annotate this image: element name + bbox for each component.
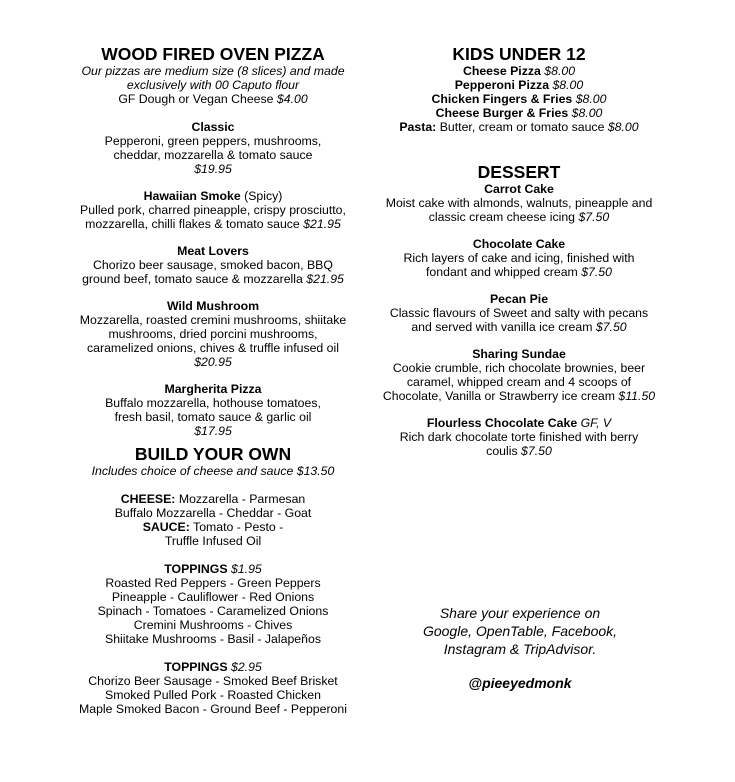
pizza-item-title	[66, 299, 360, 313]
kids-item	[374, 120, 664, 134]
pizza-item-desc-line: cheddar, mozzarella & tomato sauce	[113, 148, 313, 162]
dessert-item-desc-line: Rich dark chocolate torte finished with berry	[399, 430, 639, 444]
dessert-item-price: $7.50	[581, 265, 612, 279]
kids-item-detail: Butter, cream or tomato sauce	[436, 120, 605, 134]
left-column	[66, 44, 360, 716]
dessert-item-price: $7.50	[578, 210, 610, 224]
kids-item-name: Pasta:	[399, 120, 437, 134]
pizza-item-desc-line	[66, 272, 360, 286]
dessert-item-price: $11.50	[618, 389, 656, 403]
toppings-group-2	[66, 660, 360, 716]
kids-item-price: $8.00	[604, 120, 639, 134]
pizza-item-name-note: (Spicy)	[240, 189, 283, 203]
dessert-item-name: Pecan Pie	[489, 292, 549, 306]
toppings-line: Pineapple - Cauliflower - Red Onions	[111, 590, 315, 604]
dessert-item-title	[374, 347, 664, 361]
pizza-item-desc-text: ground beef, tomato sauce & mozzarella	[82, 272, 307, 286]
dessert-item-desc-text: Chocolate, Vanilla or Strawberry ice cream	[382, 389, 619, 403]
dessert-section	[374, 162, 664, 458]
pizza-section-title: WOOD FIRED OVEN PIZZA	[101, 44, 325, 64]
pizza-item-name: Classic	[191, 120, 235, 134]
toppings-heading	[66, 660, 360, 674]
toppings-line: Cremini Mushrooms - Chives	[133, 618, 293, 632]
dessert-item-title	[374, 182, 664, 196]
dessert-item-flourless-chocolate-cake	[374, 416, 664, 458]
pizza-item-price: $19.95	[194, 162, 232, 176]
pizza-item-desc-line: Buffalo mozzarella, hothouse tomatoes,	[105, 396, 321, 410]
kids-item-name: Chicken Fingers & Fries	[431, 92, 573, 106]
dessert-item-name: Carrot Cake	[484, 182, 554, 196]
kids-item-name: Cheese Pizza	[462, 64, 541, 78]
pizza-item-title	[66, 244, 360, 258]
pizza-item-desc-line: caramelized onions, chives & truffle infused oil	[87, 341, 339, 355]
dessert-item-name: Flourless Chocolate Cake	[426, 416, 578, 430]
pizza-item-desc-line	[66, 217, 360, 231]
pizza-item-wild-mushroom	[66, 299, 360, 369]
toppings-line: Chorizo Beer Sausage - Smoked Beef Brisket	[88, 674, 338, 688]
kids-section-title: KIDS UNDER 12	[452, 44, 586, 64]
dessert-item-chocolate-cake	[374, 237, 664, 279]
dessert-item-pecan-pie	[374, 292, 664, 334]
dessert-item-name: Sharing Sundae	[472, 347, 566, 361]
dessert-item-desc-line: Moist cake with almonds, walnuts, pineapple and	[385, 196, 653, 210]
pizza-item-desc-line: Chorizo beer sausage, smoked bacon, BBQ	[93, 258, 333, 272]
sauce-options-line-2: Truffle Infused Oil	[164, 534, 262, 548]
pizza-item-name: Margherita Pizza	[164, 382, 262, 396]
pizza-section	[66, 44, 360, 438]
dessert-item-carrot-cake	[374, 182, 664, 224]
pizza-item-price: $21.95	[306, 272, 344, 286]
toppings-line: Maple Smoked Bacon - Ground Beef - Pepperoni	[79, 702, 347, 716]
dessert-item-desc-text: and served with vanilla ice cream	[411, 320, 596, 334]
kids-item	[374, 78, 664, 92]
pizza-item-price: $20.95	[194, 355, 232, 369]
pizza-item-name: Wild Mushroom	[166, 299, 260, 313]
share-line: Instagram & TripAdvisor.	[443, 641, 597, 657]
pizza-item-name: Hawaiian Smoke	[143, 189, 241, 203]
dessert-item-price: $7.50	[595, 320, 627, 334]
share-experience-block	[384, 604, 656, 658]
kids-item-name: Cheese Burger & Fries	[435, 106, 569, 120]
cheese-label: CHEESE:	[120, 492, 176, 506]
toppings-line: Roasted Red Peppers - Green Peppers	[105, 576, 321, 590]
pizza-item-margherita	[66, 382, 360, 438]
share-line: Share your experience on	[439, 605, 601, 621]
dessert-item-desc-line: Rich layers of cake and icing, finished with	[403, 251, 635, 265]
cheese-options-line-2: Buffalo Mozzarella - Cheddar - Goat	[114, 506, 312, 520]
toppings-line: Smoked Pulled Pork - Roasted Chicken	[105, 688, 321, 702]
dessert-item-desc-line	[374, 210, 664, 224]
gf-option-label: GF Dough or Vegan Cheese	[118, 92, 277, 106]
gf-option-line	[66, 92, 360, 106]
dessert-item-desc-line: Cookie crumble, rich chocolate brownies, beer	[392, 361, 646, 375]
dessert-item-dietary-tags: GF, V	[577, 416, 612, 430]
dessert-item-desc-text: fondant and whipped cream	[426, 265, 582, 279]
pizza-item-price: $21.95	[303, 217, 341, 231]
toppings-heading	[66, 562, 360, 576]
share-line: Google, OpenTable, Facebook,	[422, 623, 618, 639]
dessert-item-name: Chocolate Cake	[472, 237, 566, 251]
gf-option-price: $4.00	[276, 92, 308, 106]
dessert-item-desc-line	[374, 444, 664, 458]
pizza-item-desc-line: Pulled pork, charred pineapple, crispy prosciutto,	[80, 203, 346, 217]
pizza-item-name: Meat Lovers	[177, 244, 249, 258]
build-your-own-section	[66, 444, 360, 716]
pizza-intro-line-1: Our pizzas are medium size (8 slices) and made	[81, 64, 345, 78]
kids-item-price: $8.00	[568, 106, 603, 120]
dessert-section-title: DESSERT	[477, 162, 561, 182]
kids-item	[374, 106, 664, 120]
dessert-item-desc-text: coulis	[486, 444, 522, 458]
dessert-item-desc-line: caramel, whipped cream and 4 scoops of	[406, 375, 632, 389]
pizza-intro-line-2: exclusively with 00 Caputo flour	[126, 78, 300, 92]
kids-item-price: $8.00	[540, 64, 576, 78]
dessert-item-desc-line	[374, 320, 664, 334]
dessert-item-title	[374, 237, 664, 251]
cheese-line	[66, 492, 360, 506]
pizza-item-price: $17.95	[194, 424, 232, 438]
kids-item-name: Pepperoni Pizza	[454, 78, 550, 92]
kids-item	[374, 92, 664, 106]
pizza-item-classic	[66, 120, 360, 176]
pizza-item-title	[66, 189, 360, 203]
kids-section	[374, 44, 664, 134]
social-handle: @pieeyedmonk	[468, 675, 572, 691]
toppings-price: $2.95	[227, 660, 262, 674]
pizza-item-desc-text: mozzarella, chilli flakes & tomato sauce	[85, 217, 304, 231]
pizza-item-desc-line: mushrooms, dried porcini mushrooms,	[108, 327, 318, 341]
pizza-item-hawaiian-smoke	[66, 189, 360, 231]
toppings-label: TOPPINGS	[164, 660, 228, 674]
kids-item-price: $8.00	[572, 92, 607, 106]
sauce-options: Tomato - Pesto -	[189, 520, 284, 534]
pizza-item-title	[66, 382, 360, 396]
dessert-item-desc-line: Classic flavours of Sweet and salty with pecans	[389, 306, 649, 320]
cheese-options: Mozzarella - Parmesan	[175, 492, 306, 506]
pizza-item-meat-lovers	[66, 244, 360, 286]
build-subtitle: Includes choice of cheese and sauce $13.50	[91, 464, 335, 478]
dessert-item-desc-line	[374, 265, 664, 279]
toppings-price: $1.95	[227, 562, 262, 576]
right-column	[374, 44, 664, 458]
dessert-item-desc-text: classic cream cheese icing	[428, 210, 579, 224]
dessert-item-title	[374, 292, 664, 306]
pizza-item-title	[66, 120, 360, 134]
dessert-item-desc-line	[374, 389, 664, 403]
pizza-item-desc-line: Mozzarella, roasted cremini mushrooms, shiitake	[79, 313, 347, 327]
toppings-group-1	[66, 562, 360, 646]
dessert-item-price: $7.50	[521, 444, 552, 458]
sauce-label: SAUCE:	[142, 520, 190, 534]
dessert-item-title	[374, 416, 664, 430]
toppings-line: Spinach - Tomatoes - Caramelized Onions	[97, 604, 329, 618]
kids-item-price: $8.00	[549, 78, 584, 92]
toppings-label: TOPPINGS	[164, 562, 228, 576]
dessert-item-sharing-sundae	[374, 347, 664, 403]
toppings-line: Shiitake Mushrooms - Basil - Jalapeños	[105, 632, 321, 646]
pizza-item-desc-line: Pepperoni, green peppers, mushrooms,	[104, 134, 322, 148]
sauce-line	[66, 520, 360, 534]
cheese-sauce-block	[66, 492, 360, 548]
kids-item	[374, 64, 664, 78]
build-section-title: BUILD YOUR OWN	[134, 444, 292, 464]
pizza-item-desc-line: fresh basil, tomato sauce & garlic oil	[114, 410, 312, 424]
